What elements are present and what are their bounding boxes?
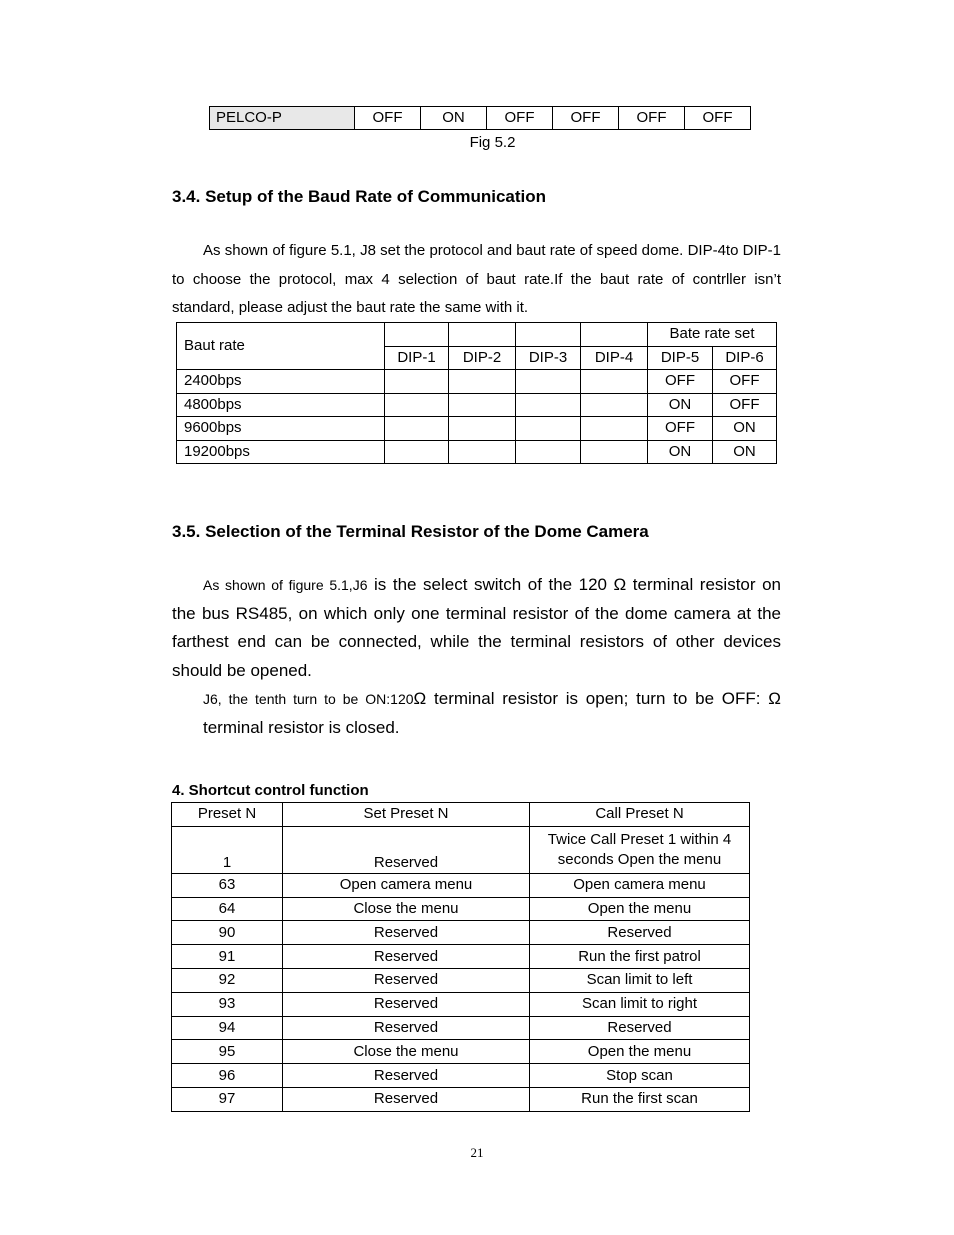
- table-cell: Reserved: [283, 968, 530, 992]
- section-paragraph: As shown of figure 5.1, J8 set the protocol and baut rate of speed dome. DIP-4to DIP-1 to choose the protocol, max 4 selection of baut rate.If the baut rate of contrller isn’t standard, please adjust the baut rate the same with it.: [172, 242, 781, 316]
- table-cell: [385, 417, 449, 441]
- table-cell: Open the menu: [530, 1040, 750, 1064]
- table-cell: 90: [172, 921, 283, 945]
- table-cell: [385, 393, 449, 417]
- table-cell: OFF: [685, 107, 751, 130]
- table-header-cell: Bate rate set: [648, 323, 777, 347]
- table-row: [172, 992, 750, 1016]
- table-row: [210, 107, 751, 130]
- table-cell: OFF: [713, 370, 777, 394]
- table-cell: Reserved: [283, 826, 530, 873]
- table-cell: [516, 417, 581, 441]
- table-cell: [385, 323, 449, 347]
- table-cell: Run the first scan: [530, 1087, 750, 1111]
- section-paragraph: [203, 685, 781, 742]
- table-cell: [449, 440, 516, 464]
- cell-line: Twice Call Preset 1 within 4: [547, 830, 732, 848]
- table-cell: 92: [172, 968, 283, 992]
- page-number: 21: [470, 1145, 484, 1160]
- table-header-cell: DIP-6: [713, 346, 777, 370]
- table-cell: Scan limit to left: [530, 968, 750, 992]
- table-cell: Reserved: [283, 1087, 530, 1111]
- table-cell: 95: [172, 1040, 283, 1064]
- table-cell: OFF: [553, 107, 619, 130]
- table-cell: ON: [713, 440, 777, 464]
- table-cell: OFF: [355, 107, 421, 130]
- table-header-cell: Call Preset N: [530, 803, 750, 827]
- table-cell: [516, 323, 581, 347]
- table-cell: [516, 370, 581, 394]
- table-cell: 64: [172, 897, 283, 921]
- table-cell: OFF: [648, 370, 713, 394]
- table-cell: 9600bps: [177, 417, 385, 441]
- table-cell: [449, 417, 516, 441]
- table-cell: Close the menu: [283, 1040, 530, 1064]
- table-header-cell: DIP-3: [516, 346, 581, 370]
- section-paragraph: [172, 571, 781, 685]
- protocol-name: PELCO-P: [210, 107, 355, 130]
- table-cell: OFF: [713, 393, 777, 417]
- table-cell: 94: [172, 1016, 283, 1040]
- table-cell: [385, 440, 449, 464]
- section-heading: 3.5. Selection of the Terminal Resistor of the Dome Camera: [172, 522, 649, 541]
- table-row: [172, 921, 750, 945]
- table-cell: Reserved: [283, 921, 530, 945]
- table-cell: ON: [421, 107, 487, 130]
- table-cell: 63: [172, 873, 283, 897]
- table-row: [172, 945, 750, 969]
- table-cell: Close the menu: [283, 897, 530, 921]
- table-cell: [581, 417, 648, 441]
- shortcut-table: [171, 802, 750, 1112]
- table-cell: Reserved: [530, 921, 750, 945]
- table-header-cell: Baut rate: [177, 323, 385, 370]
- section-heading: 4. Shortcut control function: [172, 782, 369, 799]
- table-row: [172, 1016, 750, 1040]
- table-cell: ON: [713, 417, 777, 441]
- protocol-table: [209, 106, 751, 130]
- table-cell: [581, 323, 648, 347]
- table-cell: [385, 370, 449, 394]
- table-row: [172, 1087, 750, 1111]
- table-cell: [581, 440, 648, 464]
- table-row: [172, 803, 750, 827]
- table-header-cell: DIP-2: [449, 346, 516, 370]
- shortcut-rows: [172, 873, 750, 1111]
- table-cell: Open camera menu: [283, 873, 530, 897]
- table-cell: [449, 370, 516, 394]
- table-cell: [581, 393, 648, 417]
- baud-rate-table: [176, 322, 777, 464]
- table-cell: [516, 440, 581, 464]
- table-cell: 4800bps: [177, 393, 385, 417]
- table-cell: 2400bps: [177, 370, 385, 394]
- table-cell: Reserved: [283, 992, 530, 1016]
- table-cell: 91: [172, 945, 283, 969]
- table-cell: 97: [172, 1087, 283, 1111]
- table-cell: Open camera menu: [530, 873, 750, 897]
- table-cell: [516, 393, 581, 417]
- table-header-cell: Preset N: [172, 803, 283, 827]
- table-cell: OFF: [487, 107, 553, 130]
- paragraph-text: is the select switch of the 120 Ω terminal resistor on the bus RS485, on which only one terminal resistor of the dome camera at the farthest end can be connected, while the terminal resistors of other devices should be opened.: [172, 575, 781, 680]
- table-cell: Run the first patrol: [530, 945, 750, 969]
- table-header-cell: DIP-5: [648, 346, 713, 370]
- table-row: [177, 417, 777, 441]
- table-cell: 93: [172, 992, 283, 1016]
- table-header-cell: Set Preset N: [283, 803, 530, 827]
- table-cell: [449, 393, 516, 417]
- paragraph-text: As shown of figure 5.1,J6: [203, 577, 368, 593]
- table-row: [172, 873, 750, 897]
- table-header-cell: DIP-1: [385, 346, 449, 370]
- table-cell: 1: [172, 826, 283, 873]
- table-row: [172, 826, 750, 873]
- table-row: [172, 1040, 750, 1064]
- table-cell: Scan limit to right: [530, 992, 750, 1016]
- figure-caption: Fig 5.2: [469, 134, 516, 151]
- table-cell: 96: [172, 1064, 283, 1088]
- table-cell: ON: [648, 440, 713, 464]
- table-cell: Reserved: [283, 945, 530, 969]
- table-row: [172, 968, 750, 992]
- table-header-cell: DIP-4: [581, 346, 648, 370]
- table-row: [177, 370, 777, 394]
- table-cell: OFF: [619, 107, 685, 130]
- table-cell: 19200bps: [177, 440, 385, 464]
- table-cell: Reserved: [283, 1064, 530, 1088]
- table-cell: Reserved: [283, 1016, 530, 1040]
- table-cell: Reserved: [530, 1016, 750, 1040]
- table-cell: [530, 826, 750, 873]
- table-cell: [449, 323, 516, 347]
- table-row: [172, 897, 750, 921]
- table-row: [177, 323, 777, 347]
- table-row: [177, 440, 777, 464]
- table-cell: OFF: [648, 417, 713, 441]
- cell-line: seconds Open the menu: [557, 850, 722, 868]
- table-cell: Stop scan: [530, 1064, 750, 1088]
- section-heading: 3.4. Setup of the Baud Rate of Communication: [172, 187, 547, 206]
- table-cell: ON: [648, 393, 713, 417]
- table-cell: Open the menu: [530, 897, 750, 921]
- table-row: [172, 1064, 750, 1088]
- table-cell: [581, 370, 648, 394]
- paragraph-text: J6, the tenth turn to be ON:120: [203, 691, 414, 707]
- table-row: [177, 393, 777, 417]
- paragraph-text: Ω terminal resistor is open; turn to be OFF: Ω terminal resistor is closed.: [203, 689, 781, 737]
